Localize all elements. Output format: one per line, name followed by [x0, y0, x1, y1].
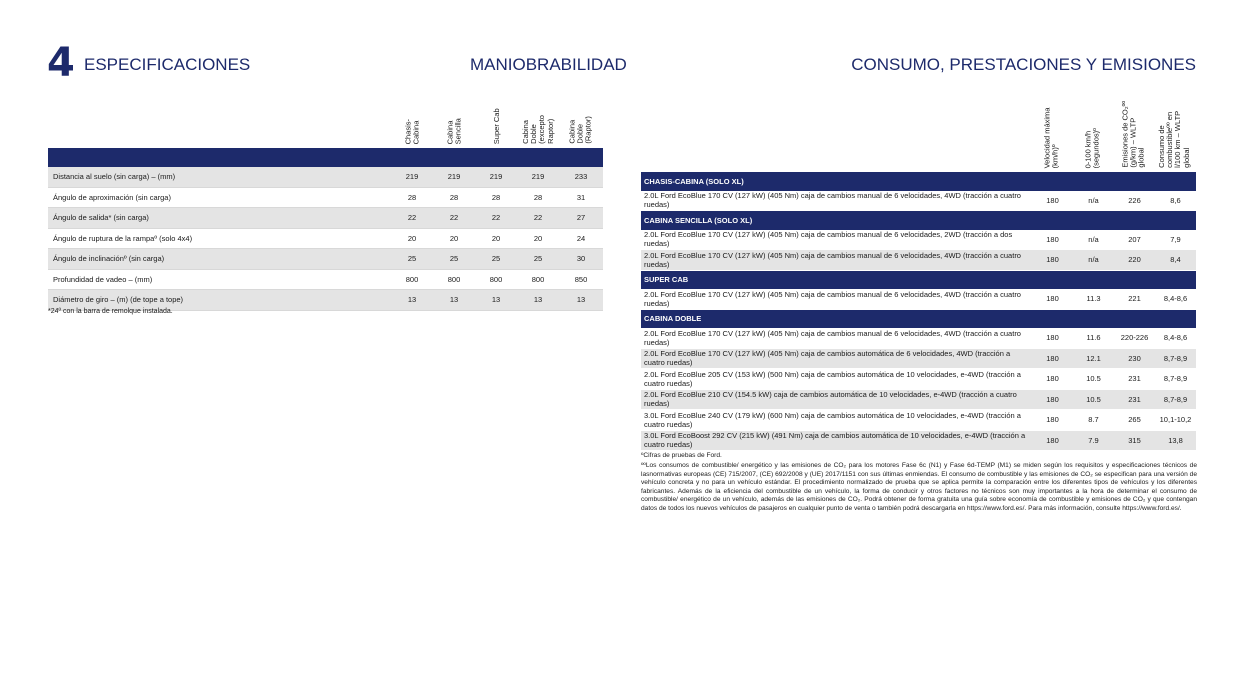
consumption-title: CONSUMO, PRESTACIONES Y EMISIONES	[851, 55, 1196, 74]
cell-value: 8,7-8,9	[1155, 348, 1196, 369]
cell-value: 13,8	[1155, 430, 1196, 451]
table-row	[641, 289, 1196, 309]
cell-value: n/a	[1073, 230, 1114, 250]
table-row	[641, 348, 1196, 369]
cell-value: 265	[1114, 410, 1155, 431]
cell-value: 13	[475, 290, 517, 311]
engine-label: 2.0L Ford EcoBlue 210 CV (154.5 kW) caja de cambios automática de 10 velocidades, e-4WD (tracción a cuatro ruedas)	[641, 389, 1032, 410]
cell-value: 231	[1114, 369, 1155, 390]
cell-value: 11.6	[1073, 328, 1114, 348]
row-label: Distancia al suelo (sin carga) – (mm)	[48, 167, 391, 187]
engine-label: 2.0L Ford EcoBlue 170 CV (127 kW) (405 Nm) caja de cambios manual de 6 velocidades, 4WD (tracción a cuatro ruedas)	[641, 328, 1032, 348]
cell-value: 180	[1032, 389, 1073, 410]
cell-value: 230	[1114, 348, 1155, 369]
footnote-tests: ºCifras de pruebas de Ford.	[641, 452, 722, 459]
cell-value: 180	[1032, 369, 1073, 390]
cell-value: 13	[559, 290, 603, 311]
cell-value: 180	[1032, 289, 1073, 309]
cell-value: 20	[475, 228, 517, 249]
cell-value: 8,7-8,9	[1155, 369, 1196, 390]
cell-value: 219	[391, 167, 433, 187]
maneuverability-table	[48, 167, 603, 311]
cell-value: 221	[1114, 289, 1155, 309]
group-title: SUPER CAB	[641, 270, 1196, 289]
cell-value: 25	[433, 249, 475, 270]
cell-value: 22	[391, 208, 433, 229]
cell-value: 13	[391, 290, 433, 311]
row-label: Profundidad de vadeo – (mm)	[48, 269, 391, 290]
cell-value: 28	[517, 187, 559, 208]
cell-value: 180	[1032, 410, 1073, 431]
table-row	[641, 389, 1196, 410]
table-row	[48, 269, 603, 290]
engine-label: 2.0L Ford EcoBlue 170 CV (127 kW) (405 Nm) caja de cambios manual de 6 velocidades, 4WD (tracción a cuatro ruedas)	[641, 191, 1032, 211]
table-row	[641, 250, 1196, 271]
group-header	[641, 172, 1196, 191]
cell-value: 180	[1032, 348, 1073, 369]
cell-value: 8,6	[1155, 191, 1196, 211]
cell-value: 22	[433, 208, 475, 229]
section-title: ESPECIFICACIONES	[84, 55, 251, 74]
cell-value: 20	[517, 228, 559, 249]
row-label: Diámetro de giro – (m) (de tope a tope)	[48, 290, 391, 311]
engine-label: 2.0L Ford EcoBlue 205 CV (153 kW) (500 Nm) caja de cambios automática de 10 velocidades, e-4WD (tracción a cuatro ruedas)	[641, 369, 1032, 390]
table-row	[641, 410, 1196, 431]
cell-value: 10.5	[1073, 389, 1114, 410]
table-row	[641, 191, 1196, 211]
footnote-emissions: ººLos consumos de combustible/ energético y las emisiones de CO₂ para los motores Fase 6c (N1) y Fase 6d-TEMP (M1) se miden según los requisitos y especificaciones técnicos de lasnormativas europeas (CE) 715/2007, (CE) 692/2008 y (UE) 2017/1151 con sus últimas enmiendas. El consumo de combustible y las emisiones de CO₂ se especifican para una versión de vehículo concreta y no para un vehículo estándar. El procedimiento normalizado de prueba que se aplica permite la comparación entre los diferentes tipos de vehículos y los diferentes fabricantes. Además de la eficiencia del combustible de un vehículo, la forma de conducir y otros factores no técnicos son muy importantes a la hora de determinar el consumo de combustible/ energético de un vehículo, además de las emisiones de CO₂. Podrá obtener de forma gratuita una guía sobre economía de combustible y emisiones de CO₂ y que contengan datos de todos los nuevos vehículos de pasajeros en cualquier punto de venta o también podrá descargarla en https://www.ford.es/. Para más información, consulte https://www.ford.es/.	[641, 462, 1197, 512]
engine-label: 2.0L Ford EcoBlue 170 CV (127 kW) (405 Nm) caja de cambios automática de 6 velocidades, 4WD (tracción a cuatro ruedas)	[641, 348, 1032, 369]
cell-value: 25	[475, 249, 517, 270]
cell-value: 207	[1114, 230, 1155, 250]
cell-value: 180	[1032, 250, 1073, 271]
cell-value: 25	[517, 249, 559, 270]
cell-value: 25	[391, 249, 433, 270]
cell-value: 8,4-8,6	[1155, 328, 1196, 348]
cell-value: 315	[1114, 430, 1155, 451]
cell-value: 27	[559, 208, 603, 229]
maneuverability-header-bar	[48, 148, 603, 167]
cell-value: 10,1-10,2	[1155, 410, 1196, 431]
section-number: 4	[47, 40, 74, 86]
table-row	[641, 369, 1196, 390]
cell-value: 13	[433, 290, 475, 311]
cell-value: 28	[475, 187, 517, 208]
group-title: CHASIS-CABINA (SOLO XL)	[641, 172, 1196, 191]
table-row	[48, 167, 603, 187]
cell-value: n/a	[1073, 250, 1114, 271]
cell-value: 226	[1114, 191, 1155, 211]
engine-label: 2.0L Ford EcoBlue 170 CV (127 kW) (405 Nm) caja de cambios manual de 6 velocidades, 2WD (tracción a dos ruedas)	[641, 230, 1032, 250]
table-row	[48, 249, 603, 270]
cell-value: 850	[559, 269, 603, 290]
row-label: Ángulo de inclinaciónº (sin carga)	[48, 249, 391, 270]
cell-value: 180	[1032, 328, 1073, 348]
cell-value: 24	[559, 228, 603, 249]
cell-value: 22	[475, 208, 517, 229]
cell-value: 800	[475, 269, 517, 290]
cell-value: 233	[559, 167, 603, 187]
cell-value: 800	[517, 269, 559, 290]
cell-value: 219	[475, 167, 517, 187]
table-row	[48, 208, 603, 229]
group-header	[641, 211, 1196, 230]
cell-value: 219	[517, 167, 559, 187]
row-label: Ángulo de salida* (sin carga)	[48, 208, 391, 229]
table-row	[641, 230, 1196, 250]
cell-value: 7,9	[1155, 230, 1196, 250]
cell-value: 31	[559, 187, 603, 208]
cell-value: 231	[1114, 389, 1155, 410]
cell-value: 8,7-8,9	[1155, 389, 1196, 410]
cell-value: 8,4-8,6	[1155, 289, 1196, 309]
cell-value: 8,4	[1155, 250, 1196, 271]
row-label: Ángulo de ruptura de la rampaº (solo 4x4)	[48, 228, 391, 249]
group-title: CABINA SENCILLA (SOLO XL)	[641, 211, 1196, 230]
cell-value: 220	[1114, 250, 1155, 271]
cell-value: n/a	[1073, 191, 1114, 211]
cell-value: 11.3	[1073, 289, 1114, 309]
row-label: Ángulo de aproximación (sin carga)	[48, 187, 391, 208]
table-row	[48, 290, 603, 311]
table-row	[641, 328, 1196, 348]
group-header	[641, 270, 1196, 289]
cell-value: 20	[433, 228, 475, 249]
cell-value: 28	[433, 187, 475, 208]
cell-value: 180	[1032, 230, 1073, 250]
cell-value: 180	[1032, 430, 1073, 451]
cell-value: 28	[391, 187, 433, 208]
group-header	[641, 309, 1196, 328]
engine-label: 3.0L Ford EcoBoost 292 CV (215 kW) (491 Nm) caja de cambios automática de 10 velocidades, e-4WD (tracción a cuatro ruedas)	[641, 430, 1032, 451]
table-row	[48, 228, 603, 249]
table-row	[48, 187, 603, 208]
group-title: CABINA DOBLE	[641, 309, 1196, 328]
cell-value: 20	[391, 228, 433, 249]
cell-value: 800	[391, 269, 433, 290]
cell-value: 220-226	[1114, 328, 1155, 348]
cell-value: 30	[559, 249, 603, 270]
engine-label: 3.0L Ford EcoBlue 240 CV (179 kW) (600 Nm) caja de cambios automática de 10 velocidades, e-4WD (tracción a cuatro ruedas)	[641, 410, 1032, 431]
table-row	[641, 430, 1196, 451]
consumption-table	[641, 172, 1196, 451]
cell-value: 8.7	[1073, 410, 1114, 431]
maneuverability-note: *24º con la barra de remolque instalada.	[48, 308, 173, 315]
engine-label: 2.0L Ford EcoBlue 170 CV (127 kW) (405 Nm) caja de cambios manual de 6 velocidades, 4WD (tracción a cuatro ruedas)	[641, 250, 1032, 271]
cell-value: 7.9	[1073, 430, 1114, 451]
cell-value: 22	[517, 208, 559, 229]
maneuverability-title: MANIOBRABILIDAD	[470, 55, 627, 74]
cell-value: 13	[517, 290, 559, 311]
cell-value: 800	[433, 269, 475, 290]
cell-value: 180	[1032, 191, 1073, 211]
cell-value: 10.5	[1073, 369, 1114, 390]
cell-value: 219	[433, 167, 475, 187]
engine-label: 2.0L Ford EcoBlue 170 CV (127 kW) (405 Nm) caja de cambios manual de 6 velocidades, 4WD (tracción a cuatro ruedas)	[641, 289, 1032, 309]
cell-value: 12.1	[1073, 348, 1114, 369]
